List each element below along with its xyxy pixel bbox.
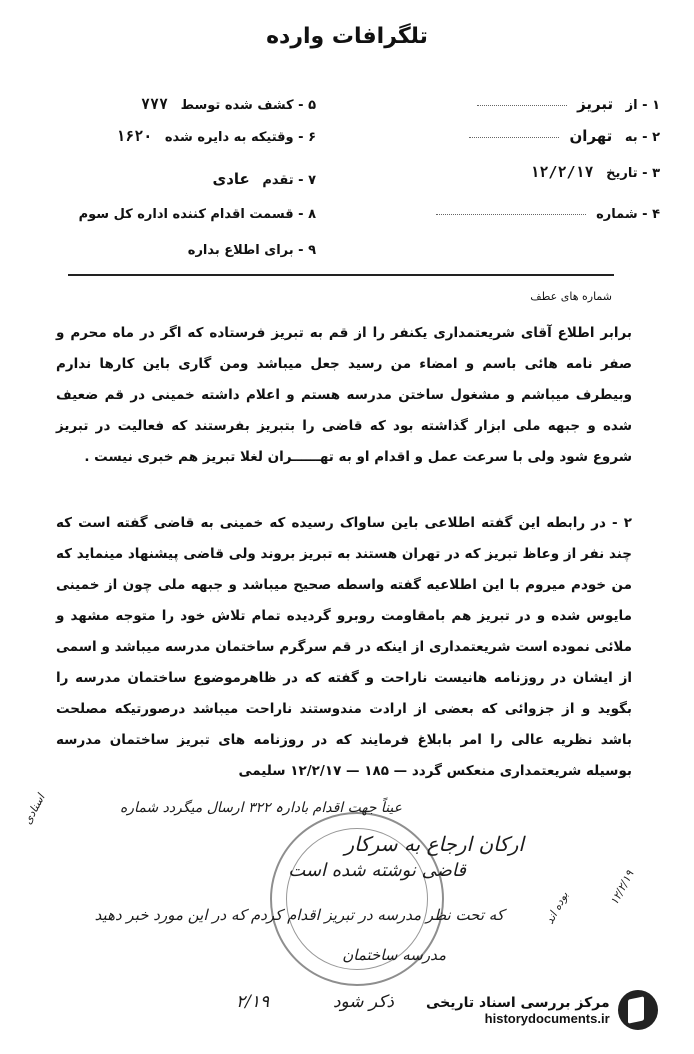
handwritten-line-5: مدرسه ساختمان [342, 946, 446, 964]
dotted-line [477, 105, 567, 106]
body-paragraph-1: برابر اطلاع آقای شریعتمداری یکنفر را از قم به تبریز فرستاده که اگر در ماه محرم و صفر نامه هائی باسم و امضاء من رسید جعل میباشد ومن گاری باین کارها ندارم وبیطرف میباشم و مشغول ساختن مدرسه هستم و اعلام داشته خمینی در قم ضعیف شده و جبهه ملی ابزار گذاشته بود که قاضی را بتبریز بفرستند که فعالیت در تبریز شروع شود ولی با سرعت عمل و اقدام او به تهــــــران لغلا تبریز هم خبری نیست . [56, 325, 632, 465]
field-date-value: ۱۲/۲/۱۷ [530, 163, 594, 181]
field-priority-value: عادی [212, 170, 250, 188]
reference-numbers-label: شماره های عطف [530, 290, 612, 303]
handwritten-line-3: قاضی نوشته شده است [288, 860, 466, 881]
handwritten-line-6: ذکر شود [332, 992, 394, 1012]
field-to-value: تهران [569, 127, 613, 145]
watermark-title: مرکز بررسی اسناد تاریخی [426, 994, 610, 1011]
document-title: تلگرافات وارده [266, 24, 428, 49]
side-note-3: ۱۲/۲/۱۹ [607, 868, 637, 908]
field-info-section [188, 243, 316, 258]
body-paragraph-2: ۲ - در رابطه این گفته اطلاعی باین ساواک رسیده که خمینی به قاضی گفته است که چند نفر از وعاظ تبریز که در تهران هستند به تبریز بروند ولی قاضی پیشنهاد مینماید که من خودم میروم با این اطلاعیه گفته واسطه صحیح میباشد و جبهه ملی چون از خمینی مایوس شده و در تبریز هم بامقاومت روبرو گردیده تمام تلاش خود را متوجه مشهد و ملائی نموده است شریعتمداری از اینکه در قم سرگرم ساختمان مدرسه میباشد و اسمی از ایشان در روزنامه هانیست ناراحت و گفته که در ظاهرموضوع ساختمان مدرسه را بگوید و از جزوائی که بعضی از ارادت مندوستند ناراحت میباشد درصورتیکه مصلحت باشد نظریه عالی را امر بابلاغ فرمایند که در روزنامه های تبریز ساختمان مدرسه بوسیله شریعتمداری منعکس گردد — ۱۸۵ — ۱۲/۲/۱۷ سلیمی [56, 515, 632, 779]
handwritten-date: ۲/۱۹ [236, 992, 270, 1012]
field-number-label: ۴ - شماره [596, 207, 660, 222]
field-from-value: تبریز [577, 95, 614, 113]
header-divider [68, 274, 614, 276]
field-from [471, 95, 660, 113]
field-action-section [79, 207, 316, 222]
field-decoded-by [141, 95, 316, 113]
watermark-url: historydocuments.ir [484, 1010, 610, 1026]
handwritten-line-1: عیناً جهت اقدام بادارہ ۳۲۲ ارسال میگردد شماره [119, 800, 402, 816]
field-registry [116, 127, 316, 145]
field-registry-label: ۶ - وقتیکه به دایره شده [164, 130, 316, 145]
field-date [530, 163, 660, 181]
side-note-2: بوده اند [543, 889, 571, 927]
field-date-label: ۳ - تاریخ [606, 166, 660, 181]
field-info-section-label: ۹ - برای اطلاع بداره [187, 243, 316, 258]
dotted-line [469, 137, 559, 138]
field-to [463, 127, 660, 145]
field-priority [212, 170, 316, 188]
field-priority-label: ۷ - تقدم [262, 173, 316, 188]
handwritten-line-2: ارکان ارجاع به سرکار [344, 832, 524, 856]
field-decoded-by-value: ۷۷۷ [140, 95, 169, 113]
field-action-section-label: ۸ - قسمت اقدام کننده اداره کل سوم [78, 207, 316, 222]
dotted-line [436, 214, 586, 215]
archive-logo-icon [618, 990, 658, 1030]
field-from-label: ۱ - از [625, 98, 660, 113]
field-registry-value: ۱۶۲۰ [116, 127, 153, 145]
field-number [430, 207, 660, 222]
side-note-1: اسنادی [20, 791, 48, 827]
field-decoded-by-label: ۵ - کشف شده توسط [180, 98, 316, 113]
archive-watermark [418, 984, 666, 1036]
handwritten-line-4: که تحت نظر مدرسه در تبریز اقدام کردم که در این مورد خبر دهید [94, 906, 504, 924]
field-to-label: ۲ - به [624, 130, 660, 145]
